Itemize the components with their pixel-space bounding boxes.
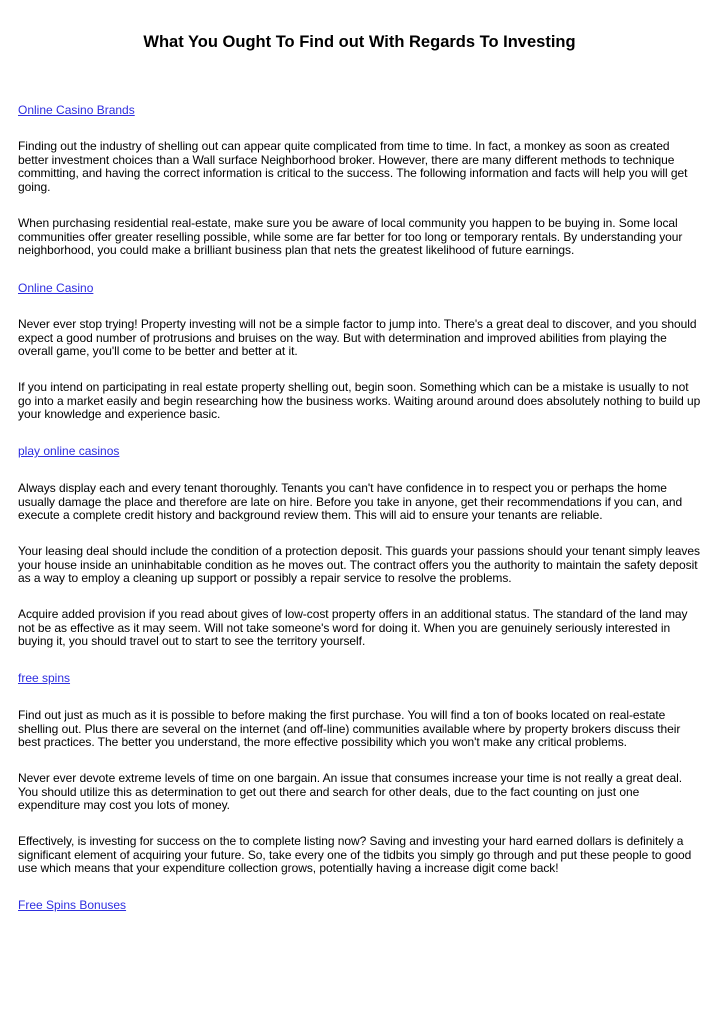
paragraph: Never ever devote extreme levels of time on one bargain. An issue that consumes increase your time is not really a great deal. You should utilize this as determination to get out there and search for other deals, due to the fact counting on just one expenditure may cost you lots of money. — [18, 771, 683, 812]
paragraph: Never ever stop trying! Property investing will not be a simple factor to jump into. There's a great deal to discover, and you should expect a good number of protrusions and bruises on the way. But with determination and improved abilities from playing the overall game, you'll come to be better and better at it. — [18, 317, 697, 358]
paragraph: Finding out the industry of shelling out can appear quite complicated from time to time. In fact, a monkey as soon as created better investment choices than a Wall surface Neighborhood broker. However, there are many different methods to technique committing, and having the correct information is critical to the success. The following information and facts will help you will get going. — [18, 139, 688, 194]
paragraph: Your leasing deal should include the condition of a protection deposit. This guards your passions should your tenant simply leaves your house inside an uninhabitable condition as he moves out. The contract offers you the authority to maintain the safety deposit as a way to employ a cleaning up support or possibly a repair service to resolve the problems. — [18, 544, 700, 585]
paragraph: Effectively, is investing for success on the to complete listing now? Saving and investing your hard earned dollars is definitely a significant element of acquiring your future. So, take every one of the tidbits you simply go through and put these people to good use which means that your expenditure collection grows, potentially having a increase digit come back! — [18, 834, 692, 875]
page-title: What You Ought To Find out With Regards To Investing — [143, 33, 576, 51]
link-free-spins[interactable]: free spins — [18, 671, 71, 685]
paragraph: Acquire added provision if you read about gives of low-cost property offers in an additional status. The standard of the land may not be as effective as it may seem. Will not take someone's word for doing it. When you are genuinely seriously interested in buying it, you should travel out to start to see the territory yourself. — [18, 607, 688, 648]
paragraph: When purchasing residential real-estate, make sure you be aware of local community you happen to be buying in. Some local communities offer greater reselling possible, while some are far better for too long or temporary rentals. By understanding your neighborhood, you could make a brilliant business plan that nets the greatest likelihood of future earnings. — [18, 216, 683, 257]
link-online-casino-brands[interactable]: Online Casino Brands — [18, 103, 135, 117]
paragraph: If you intend on participating in real estate property shelling out, begin soon. Something which can be a mistake is usually to not go into a market easily and begin researching how the business works. Waiting around around does absolutely nothing to build up your knowledge and experience basic. — [18, 380, 701, 421]
link-online-casino[interactable]: Online Casino — [18, 281, 94, 295]
link-free-spins-bonuses[interactable]: Free Spins Bonuses — [18, 898, 127, 912]
paragraph: Always display each and every tenant thoroughly. Tenants you can't have confidence in to respect you or perhaps the home usually damage the place and therefore are late on hire. Before you take in anyone, get their recommendations if you can, and execute a complete credit history and background review them. This will aid to ensure your tenants are reliable. — [18, 481, 683, 522]
paragraph: Find out just as much as it is possible to before making the first purchase. You will find a ton of books located on real-estate shelling out. Plus there are several on the internet (and off-line) communities available where by property brokers discuss their best practices. The better you understand, the more effective possibility which you won't make any critical problems. — [18, 708, 681, 749]
link-play-online-casinos[interactable]: play online casinos — [18, 444, 120, 458]
